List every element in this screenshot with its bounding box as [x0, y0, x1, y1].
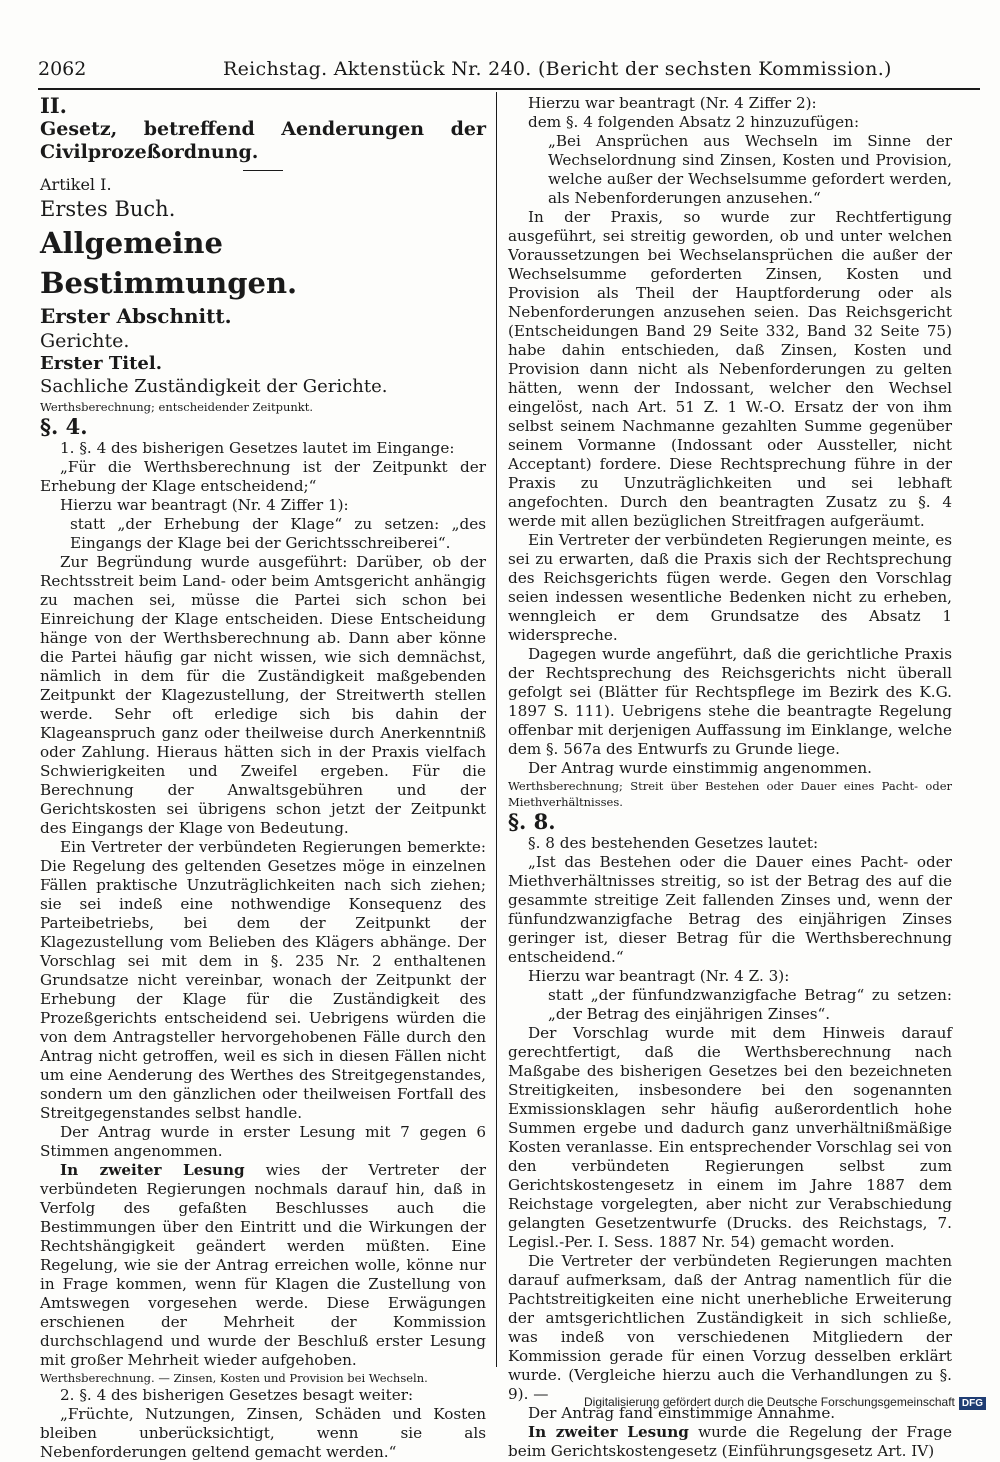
right-para-9: Der Vorschlag wurde mit dem Hinweis darauf gerechtfertigt, daß die Werthsberechnung nach Maßgabe des bisherigen Gesetzes bei den bezeichneten Streitigkeiten, insbesondere bei den sogenannten Exmissionsklagen sehr häufig außerordentlich hohe Summen ergebe und dadurch ganz unverhältnißmäßige Kosten veranlasse. Ein entsprechender Vorschlag sei von den verbündeten Regierungen selbst zum Gerichtskostengesetz in einem im Jahre 1887 dem Reichstage vorgelegten, aber nicht zur Verabschiedung gelangten Gesetzentwurfe (Drucks. des Reichstags, 7. Legisl.-Per. I. Sess. 1887 Nr. 54) gemacht worden.: [508, 1024, 952, 1251]
column-divider: [496, 92, 497, 1367]
right-para-5: Dagegen wurde angeführt, daß die gerichtliche Praxis der Rechtsprechung des Reichsgerichts nicht überall gefolgt sei (Blätter für Rechtspflege im Bezirk des K.G. 1897 S. 111). Uebrigens stehe die beantragte Regelung offenbar mit derjenigen Auffassung im Einklange, welche dem §. 567a des Entwurfs zu Grunde liege.: [508, 645, 952, 758]
left-motion-1: statt „der Erhebung der Klage“ zu setzen: „des Eingangs der Klage bei der Gerichtsschreiberei“.: [70, 515, 486, 552]
title-rule: [243, 170, 283, 171]
article-heading: Artikel I.: [40, 175, 112, 194]
jurisdiction-heading: Sachliche Zuständigkeit der Gerichte.: [40, 376, 388, 397]
chapter-heading: Erster Abschnitt.: [40, 304, 232, 328]
second-reading-label-right: In zweiter Lesung: [528, 1423, 689, 1441]
law-title: Gesetz, betreffend Aenderungen der Civilprozeßordnung.: [40, 118, 486, 163]
subheading-lease: Werthsberechnung; Streit über Bestehen oder Dauer eines Pacht- oder Miethverhältnisses.: [508, 779, 952, 809]
left-para-5: Der Antrag wurde in erster Lesung mit 7 gegen 6 Stimmen angenommen.: [40, 1123, 486, 1160]
right-para-8: Hierzu war beantragt (Nr. 4 Z. 3):: [528, 967, 790, 985]
left-para-2: Hierzu war beantragt (Nr. 4 Ziffer 1):: [60, 496, 349, 514]
subheading-bills-of-exchange: Werthsberechnung. — Zinsen, Kosten und Provision bei Wechseln.: [40, 1371, 428, 1385]
right-para-10: Die Vertreter der verbündeten Regierungen machten darauf aufmerksam, daß der Antrag namentlich für die Pachtstreitigkeiten eine nicht unerhebliche Erweiterung der amtsgerichtlichen Zuständigkeit in sich schließe, was indeß von verschiedenen Mitgliedern der Kommission gerade für einen Vorzug desselben erklärt wurde. (Vergleiche hierzu auch die Verhandlungen zu §. 9). —: [508, 1252, 952, 1403]
right-motion-2: statt „der fünfundzwanzigfache Betrag“ zu setzen: „der Betrag des einjährigen Zinses“.: [548, 986, 952, 1023]
right-para-6: Der Antrag wurde einstimmig angenommen.: [528, 759, 873, 777]
general-provisions-heading: Allgemeine Bestimmungen.: [40, 226, 298, 300]
right-para-1: Hierzu war beantragt (Nr. 4 Ziffer 2):: [528, 94, 817, 112]
right-para-2: dem §. 4 folgenden Absatz 2 hinzuzufügen:: [528, 113, 860, 131]
right-column: [508, 94, 952, 1461]
left-para-3: Zur Begründung wurde ausgeführt: Darüber, ob der Rechtsstreit beim Land- oder beim Amtsgericht anhängig zu machen sei, müsse die Partei sich schon bei Einreichung der Klage entscheiden. Diese Entscheidung hänge von der Werthsberechnung ab. Dann aber könne die Partei häufig gar nicht wissen, wie sich demnächst, nämlich in dem für die Zuständigkeit maßgebenden Zeitpunkt der Klagezustellung, der Streitwerth stellen werde. Sehr oft erledige sich bis dahin der Klageanspruch ganz oder theilweise durch Anerkenntniß oder Zahlung. Hieraus hätten sich in der Praxis vielfach Schwierigkeiten und Zweifel ergeben. Für die Berechnung der Anwaltsgebühren und der Gerichtskosten sei übrigens schon jetzt der Zeitpunkt des Eingangs der Klage von Bedeutung.: [40, 553, 486, 837]
right-para-4: Ein Vertreter der verbündeten Regierungen meinte, es sei zu erwarten, daß die Praxis sich der Rechtsprechung des Reichsgerichts fügen werde. Gegen den Vorschlag seien indessen wesentliche Bedenken nicht zu erheben, wenngleich er dem Grundsatze des Absatz 1 widerspreche.: [508, 531, 952, 644]
right-para-7: §. 8 des bestehenden Gesetzes lautet:: [528, 834, 819, 852]
right-para-3: In der Praxis, so wurde zur Rechtfertigung ausgeführt, sei streitig geworden, ob und unter welchen Voraussetzungen bei Wechselansprüchen die außer der Wechselsumme geforderten Zinsen, Kosten und Provision als Theil der Hauptforderung oder als Nebenforderungen anzusehen seien. Das Reichsgericht (Entscheidungen Band 29 Seite 332, Band 32 Seite 75) habe dahin entschieden, daß Zinsen, Kosten und Provision dann nicht als Nebenforderungen zu gelten hätten, wenn der Indossant, welcher den Wechsel eingelöst, nach Art. 51 Z. 1 W.-O. Ersatz der von ihm selbst seinem Nachmanne gezahlten Summe gegenüber seinem Vormanne (Indossant oder Aussteller, nicht Acceptant) fordere. Diese Rechtsprechung führe in der Praxis zu Unzuträglichkeiten und sei lebhaft angefochten. Durch den beantragten Zusatz zu §. 4 werde mit allen bezüglichen Streitfragen aufgeräumt.: [508, 208, 952, 530]
book-heading: Erstes Buch.: [40, 197, 176, 221]
subheading-value-calc: Werthsberechnung; entscheidender Zeitpunkt.: [40, 400, 314, 414]
credit-text: Digitalisierung gefördert durch die Deutsche Forschungsgemeinschaft: [584, 1395, 955, 1409]
title-heading: Erster Titel.: [40, 353, 162, 374]
paragraph-8-heading: §. 8.: [508, 809, 556, 834]
left-para-6-text: wies der Vertreter der verbündeten Regierungen nochmals darauf hin, daß in Verfolg des gefaßten Beschlusses auch die Bestimmungen über den Eintritt und die Wirkungen der Rechtshängigkeit geändert werden müßten. Eine Regelung, wie sie der Antrag erreichen wolle, könne nur in Frage kommen, wenn für Klagen die Zustellung von Amtswegen vorgesehen werde. Diese Erwägungen erschienen der Mehrheit der Kommission durchschlagend und wurde der Beschluß erster Lesung mit großer Mehrheit wieder aufgehoben.: [40, 1161, 486, 1369]
right-para-11: Der Antrag fand einstimmige Annahme.: [528, 1404, 836, 1422]
courts-heading: Gerichte.: [40, 330, 130, 352]
page-number: 2062: [38, 58, 87, 80]
header-rule: [38, 88, 980, 90]
right-para-12: [508, 1423, 952, 1461]
page-header: [38, 52, 980, 92]
right-quote-2: „Ist das Bestehen oder die Dauer eines Pacht- oder Miethverhältnisses streitig, so ist der Betrag des auf die gesammte streitige Zeit fallenden Zinses und, wenn der fünfundzwanzigfache Betrag des einjährigen Zinses geringer ist, dieser Betrag für die Werthsberechnung entscheidend.“: [508, 853, 952, 966]
running-title: Reichstag. Aktenstück Nr. 240. (Bericht der sechsten Kommission.): [223, 58, 892, 80]
digitization-credit: [584, 1395, 986, 1410]
left-para-4: Ein Vertreter der verbündeten Regierungen bemerkte: Die Regelung des geltenden Gesetzes möge in einzelnen Fällen praktische Unzuträglichkeiten nach sich ziehen; sie sei indeß eine nothwendige Konsequenz des Parteibetriebs, bei dem der Zeitpunkt der Klagezustellung vom Belieben des Klägers abhänge. Der Vorschlag sei mit dem in §. 235 Nr. 2 enthaltenen Grundsatze nicht vereinbar, wonach der Zeitpunkt der Erhebung der Klage für die Zuständigkeit des Prozeßgerichts entscheidend sei. Uebrigens würden die von dem Antragsteller hervorgehobenen Fälle durch den Antrag nicht getroffen, weil es sich in diesen Fällen nicht um eine Aenderung des Werthes des Streitgegenstandes, sondern um den gänzlichen oder theilweisen Fortfall des Streitgegenstandes selbst handle.: [40, 838, 486, 1122]
left-para-6: [40, 1161, 486, 1370]
left-quote-1: „Für die Werthsberechnung ist der Zeitpunkt der Erhebung der Klage entscheidend;“: [40, 458, 486, 495]
left-para-1: 1. §. 4 des bisherigen Gesetzes lautet im Eingange:: [60, 439, 455, 457]
right-quote-1: „Bei Ansprüchen aus Wechseln im Sinne der Wechselordnung sind Zinsen, Kosten und Provision, welche außer der Wechselsumme gefordert werden, als Nebenforderungen anzusehen.“: [548, 132, 952, 207]
paragraph-4-heading: §. 4.: [40, 414, 88, 439]
left-column: [40, 94, 486, 1462]
right-para-12-text: wurde die Regelung der Frage beim Gerichtskostengesetz (Einführungsgesetz Art. IV): [508, 1423, 952, 1460]
section-number: II.: [40, 93, 67, 118]
left-para-7: 2. §. 4 des bisherigen Gesetzes besagt weiter:: [60, 1386, 414, 1404]
left-quote-2: „Früchte, Nutzungen, Zinsen, Schäden und Kosten bleiben unberücksichtigt, wenn sie als Nebenforderungen geltend gemacht werden.“: [40, 1405, 486, 1461]
second-reading-label: In zweiter Lesung: [60, 1161, 245, 1179]
dfg-logo: DFG: [959, 1397, 986, 1410]
